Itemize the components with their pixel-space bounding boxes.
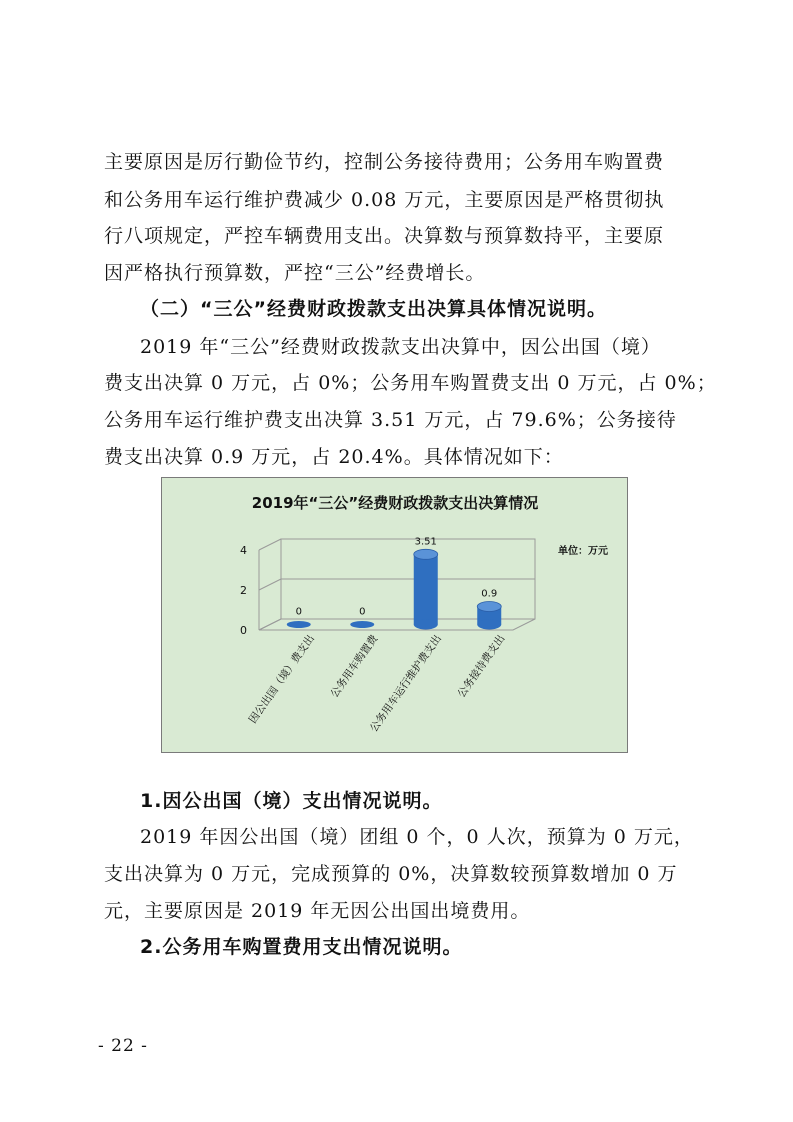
- chart-category-label: 公务接待费支出: [455, 632, 508, 700]
- chart-container: [161, 477, 628, 753]
- chart-bar-top: [477, 602, 501, 612]
- chart-category-label: 公务用车运行维护费支出: [367, 632, 444, 735]
- chart-y-tick-label: 4: [240, 544, 247, 557]
- chart-category-label: 公务用车购置费: [328, 632, 381, 700]
- chart-data-label: 3.51: [414, 536, 437, 548]
- chart-title: 2019年“三公”经费财政拨款支出决算情况: [251, 494, 539, 512]
- chart-bar: [350, 621, 374, 628]
- chart-bar: [287, 621, 311, 628]
- chart-data-label: 0.9: [481, 588, 498, 600]
- body-text-line: 支出决算为 0 万元，完成预算的 0%，决算数较预算数增加 0 万: [104, 863, 678, 885]
- chart-data-label: 0: [295, 606, 302, 618]
- body-text-line: 主要原因是厉行勤俭节约，控制公务接待费用；公务用车购置费: [104, 151, 665, 173]
- body-text-line: 元，主要原因是 2019 年无因公出国出境费用。: [104, 900, 531, 922]
- chart-bar-base: [477, 620, 501, 630]
- chart-gridline-side: [259, 619, 281, 630]
- chart-gridline-side: [259, 579, 281, 590]
- chart-y-tick-label: 0: [240, 624, 247, 637]
- body-text-line: 和公务用车运行维护费减少 0.08 万元，主要原因是严格贯彻执: [104, 189, 665, 211]
- chart-unit-label: 单位：万元: [558, 546, 608, 557]
- chart-bar: [414, 554, 438, 624]
- body-text-line: 2019 年“三公”经费财政拨款支出决算中，因公出国（境）: [140, 336, 661, 358]
- section-heading: （二）“三公”经费财政拨款支出决算具体情况说明。: [140, 298, 607, 320]
- body-text-line: 费支出决算 0 万元，占 0%；公务用车购置费支出 0 万元，占 0%；: [104, 372, 717, 394]
- body-text-line: 2019 年因公出国（境）团组 0 个，0 人次，预算为 0 万元，: [140, 826, 694, 848]
- chart-gridline-side: [259, 539, 281, 550]
- chart-y-tick-label: 2: [240, 584, 247, 597]
- chart-data-label: 0: [359, 606, 366, 618]
- subsection-heading-2: 2.公务用车购置费用支出情况说明。: [140, 936, 463, 958]
- page-number: - 22 -: [98, 1036, 148, 1056]
- bar-chart: [162, 478, 629, 754]
- subsection-heading-1: 1.因公出国（境）支出情况说明。: [140, 790, 443, 812]
- chart-category-label: 因公出国（境）费支出: [246, 632, 317, 726]
- body-text-line: 费支出决算 0.9 万元，占 20.4%。具体情况如下：: [104, 446, 564, 468]
- chart-bar-top: [414, 549, 438, 559]
- chart-bar-base: [414, 620, 438, 630]
- body-text-line: 行八项规定，严控车辆费用支出。决算数与预算数持平，主要原: [104, 225, 665, 247]
- body-text-line: 因严格执行预算数，严控“三公”经费增长。: [104, 262, 486, 284]
- body-text-line: 公务用车运行维护费支出决算 3.51 万元，占 79.6%；公务接待: [104, 409, 677, 431]
